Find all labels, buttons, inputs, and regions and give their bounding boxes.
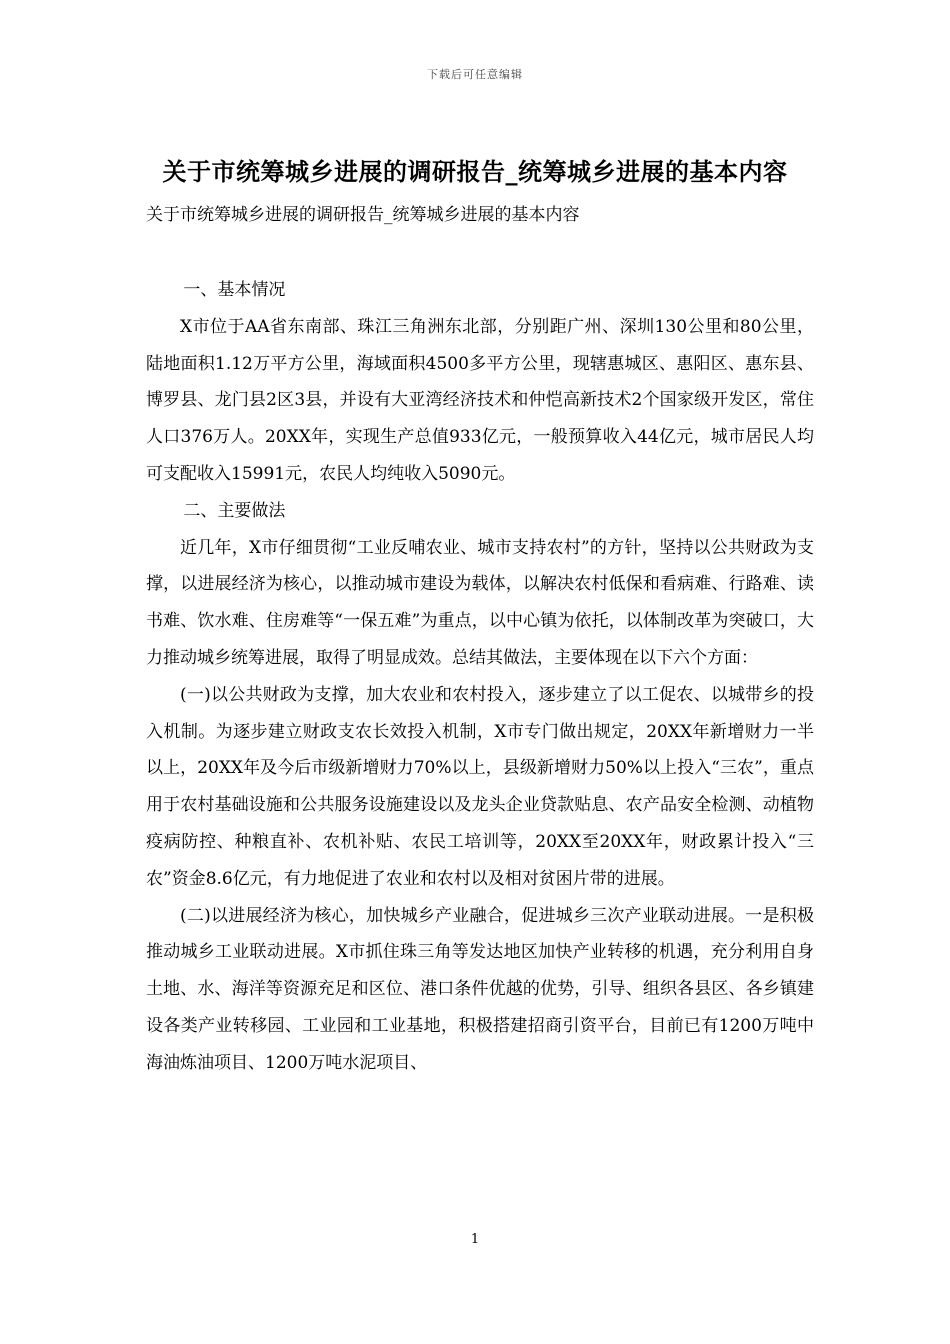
- page-number: 1: [470, 1232, 480, 1247]
- header-note: 下载后可任意编辑: [427, 68, 523, 81]
- section-heading-basic-situation: 一、基本情况: [183, 280, 286, 300]
- document-body: [146, 272, 814, 1082]
- document-subtitle: 关于市统筹城乡进展的调研报告_统筹城乡进展的基本内容: [146, 205, 580, 225]
- section-heading-main-practices: 二、主要做法: [183, 500, 286, 521]
- paragraph-main-practices-intro: 近几年，X市仔细贯彻“工业反哺农业、城市支持农村”的方针，坚持以公共财政为支撑，以进展经济为核心，以推动城市建设为载体，以解决农村低保和看病难、行路难、读书难、饮水难、住房难等“一保五难”为重点，以中心镇为依托，以体制改革为突破口，大力推动城乡统筹进展，取得了明显成效。总结其做法，主要体现在以下六个方面：: [146, 537, 814, 668]
- paragraph-basic-situation: X市位于AA省东南部、珠江三角洲东北部，分别距广州、深圳130公里和80公里，陆地面积1.12万平方公里，海域面积4500多平方公里，现辖惠城区、惠阳区、惠东县、博罗县、龙门县2区3县，并设有大亚湾经济技术和仲恺高新技术2个国家级开发区，常住人口376万人。20XX年，实现生产总值933亿元，一般预算收入44亿元，城市居民人均可支配收入15991元，农民人均纯收入5090元。: [146, 316, 814, 484]
- paragraph-practice-1: (一)以公共财政为支撑，加大农业和农村投入，逐步建立了以工促农、以城带乡的投入机制。为逐步建立财政支农长效投入机制，X市专门做出规定，20XX年新增财力一半以上，20XX年及今后市级新增财力70%以上，县级新增财力50%以上投入“三农”，重点用于农村基础设施和公共服务设施建设以及龙头企业贷款贴息、农产品安全检测、动植物疫病防控、种粮直补、农机补贴、农民工培训等，20XX至20XX年，财政累计投入“三农”资金8.6亿元，有力地促进了农业和农村以及相对贫困片带的进展。: [146, 684, 814, 889]
- paragraph-practice-2: (二)以进展经济为核心，加快城乡产业融合，促进城乡三次产业联动进展。一是积极推动城乡工业联动进展。X市抓住珠三角等发达地区加快产业转移的机遇，充分利用自身土地、水、海洋等资源充足和区位、港口条件优越的优势，引导、组织各县区、各乡镇建设各类产业转移园、工业园和工业基地，积极搭建招商引资平台，目前已有1200万吨中海油炼油项目、1200万吨水泥项目、: [146, 905, 814, 1073]
- document-title: 关于市统筹城乡进展的调研报告_统筹城乡进展的基本内容: [162, 157, 788, 186]
